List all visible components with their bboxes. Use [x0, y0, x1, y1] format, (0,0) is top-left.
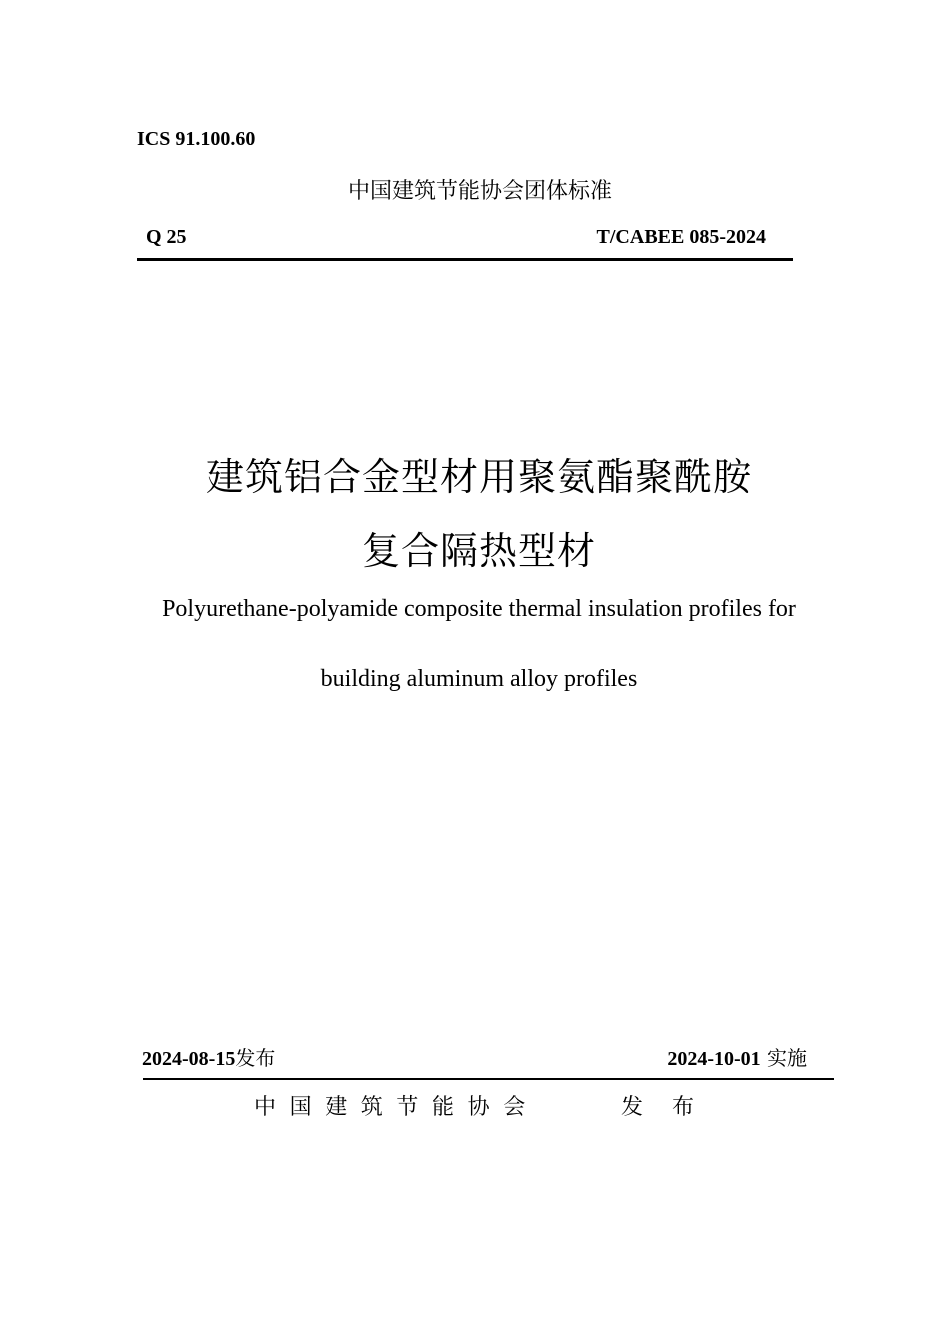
publish-date-block — [142, 1042, 275, 1071]
implement-label: 实施 — [767, 1046, 807, 1070]
header-divider — [137, 258, 793, 261]
title-chinese-line-2: 复合隔热型材 — [361, 529, 596, 573]
organization-standard-label: 中国建筑节能协会团体标准 — [347, 179, 612, 204]
standard-number: T/CABEE 085-2024 — [596, 226, 766, 248]
implement-date: 2024-10-01 — [667, 1048, 761, 1070]
title-chinese-line-1: 建筑铝合金型材用聚氨酯聚酰胺 — [205, 455, 752, 499]
ics-code: ICS 91.100.60 — [137, 128, 256, 150]
classification-code: Q 25 — [146, 226, 187, 248]
title-english-line-2: building aluminum alloy profiles — [320, 666, 638, 692]
publish-label: 发布 — [235, 1046, 276, 1070]
issue-label: 发布 — [621, 1095, 724, 1120]
footer-divider — [143, 1078, 834, 1080]
title-english-line-1: Polyurethane-polyamide composite thermal insulation profiles for — [162, 596, 796, 622]
implement-date-block — [667, 1042, 807, 1071]
issuing-organization: 中国建筑节能协会 — [254, 1095, 539, 1120]
publish-date: 2024-08-15 — [142, 1048, 236, 1070]
